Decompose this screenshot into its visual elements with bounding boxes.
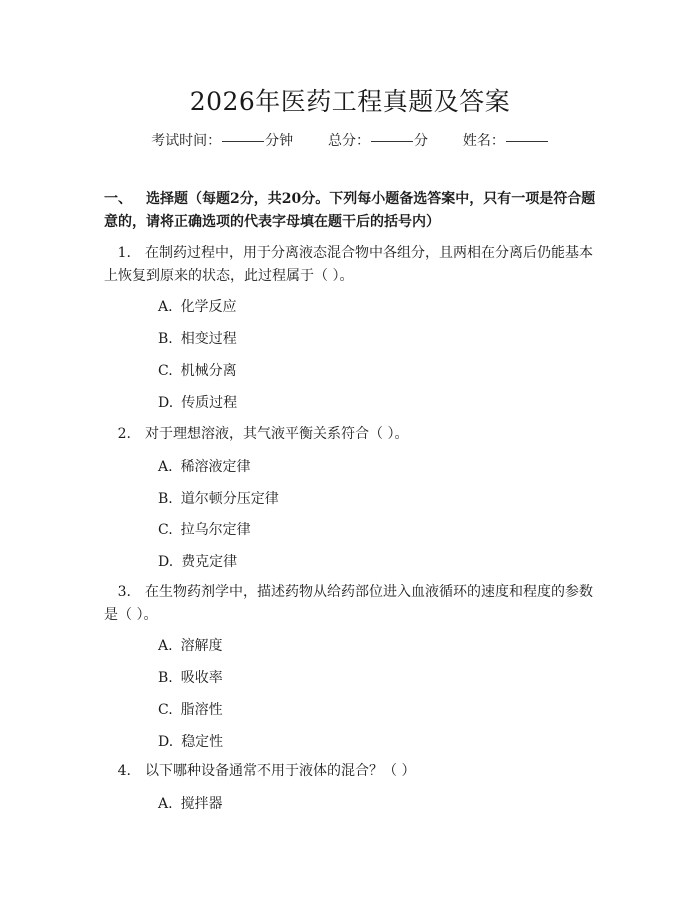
time-label: 考试时间： bbox=[151, 133, 222, 149]
question-number: 3. bbox=[117, 584, 131, 600]
question-number: 1. bbox=[117, 245, 131, 261]
question-4 bbox=[104, 760, 604, 783]
question-text-line1: 对于理想溶液，其气液平衡关系符合（ ）。 bbox=[145, 426, 409, 442]
section-number: 一、 bbox=[104, 191, 132, 207]
option-1d: D. 传质过程 bbox=[158, 395, 238, 411]
option-4a: A. 搅拌器 bbox=[158, 796, 223, 812]
section-text: 选择题（每题2分，共20分。下列每小题备选答案中，只有一项是符合题意的，请将正确选项的代表字母填在题干后的括号内） bbox=[104, 191, 596, 230]
question-text-line1: 以下哪种设备通常不用于液体的混合？（ ） bbox=[145, 763, 416, 779]
question-number: 4. bbox=[117, 763, 131, 779]
question-2 bbox=[104, 423, 604, 446]
option-2a: A. 稀溶液定律 bbox=[158, 459, 251, 475]
time-unit: 分钟 bbox=[265, 133, 294, 149]
option-3b: B. 吸收率 bbox=[158, 670, 223, 686]
score-unit: 分 bbox=[414, 133, 428, 149]
question-number: 2. bbox=[117, 426, 131, 442]
score-label: 总分： bbox=[328, 133, 370, 149]
exam-info-line bbox=[0, 130, 700, 150]
question-3 bbox=[104, 581, 604, 627]
question-text-line2: 上恢复到原来的状态，此过程属于（ ）。 bbox=[104, 268, 354, 284]
name-blank bbox=[506, 141, 548, 142]
question-1 bbox=[104, 242, 604, 288]
question-text-line1: 在生物药剂学中，描述药物从给药部位进入血液循环的速度和程度的参数 bbox=[145, 584, 593, 600]
option-1b: B. 相变过程 bbox=[158, 331, 237, 347]
option-2c: C. 拉乌尔定律 bbox=[158, 522, 251, 538]
section-heading bbox=[104, 188, 604, 234]
question-text-line1: 在制药过程中，用于分离液态混合物中各组分，且两相在分离后仍能基本 bbox=[145, 245, 593, 261]
option-2d: D. 费克定律 bbox=[158, 554, 238, 570]
option-2b: B. 道尔顿分压定律 bbox=[158, 491, 279, 507]
option-3a: A. 溶解度 bbox=[158, 638, 223, 654]
option-3c: C. 脂溶性 bbox=[158, 702, 223, 718]
option-1c: C. 机械分离 bbox=[158, 363, 237, 379]
option-1a: A. 化学反应 bbox=[158, 299, 237, 315]
name-label: 姓名： bbox=[462, 133, 505, 149]
time-blank bbox=[222, 141, 264, 142]
page-title: 2026年医药工程真题及答案 bbox=[189, 87, 511, 116]
score-blank bbox=[371, 141, 413, 142]
question-text-line2: 是（ ）。 bbox=[104, 607, 158, 623]
option-3d: D. 稳定性 bbox=[158, 734, 224, 750]
